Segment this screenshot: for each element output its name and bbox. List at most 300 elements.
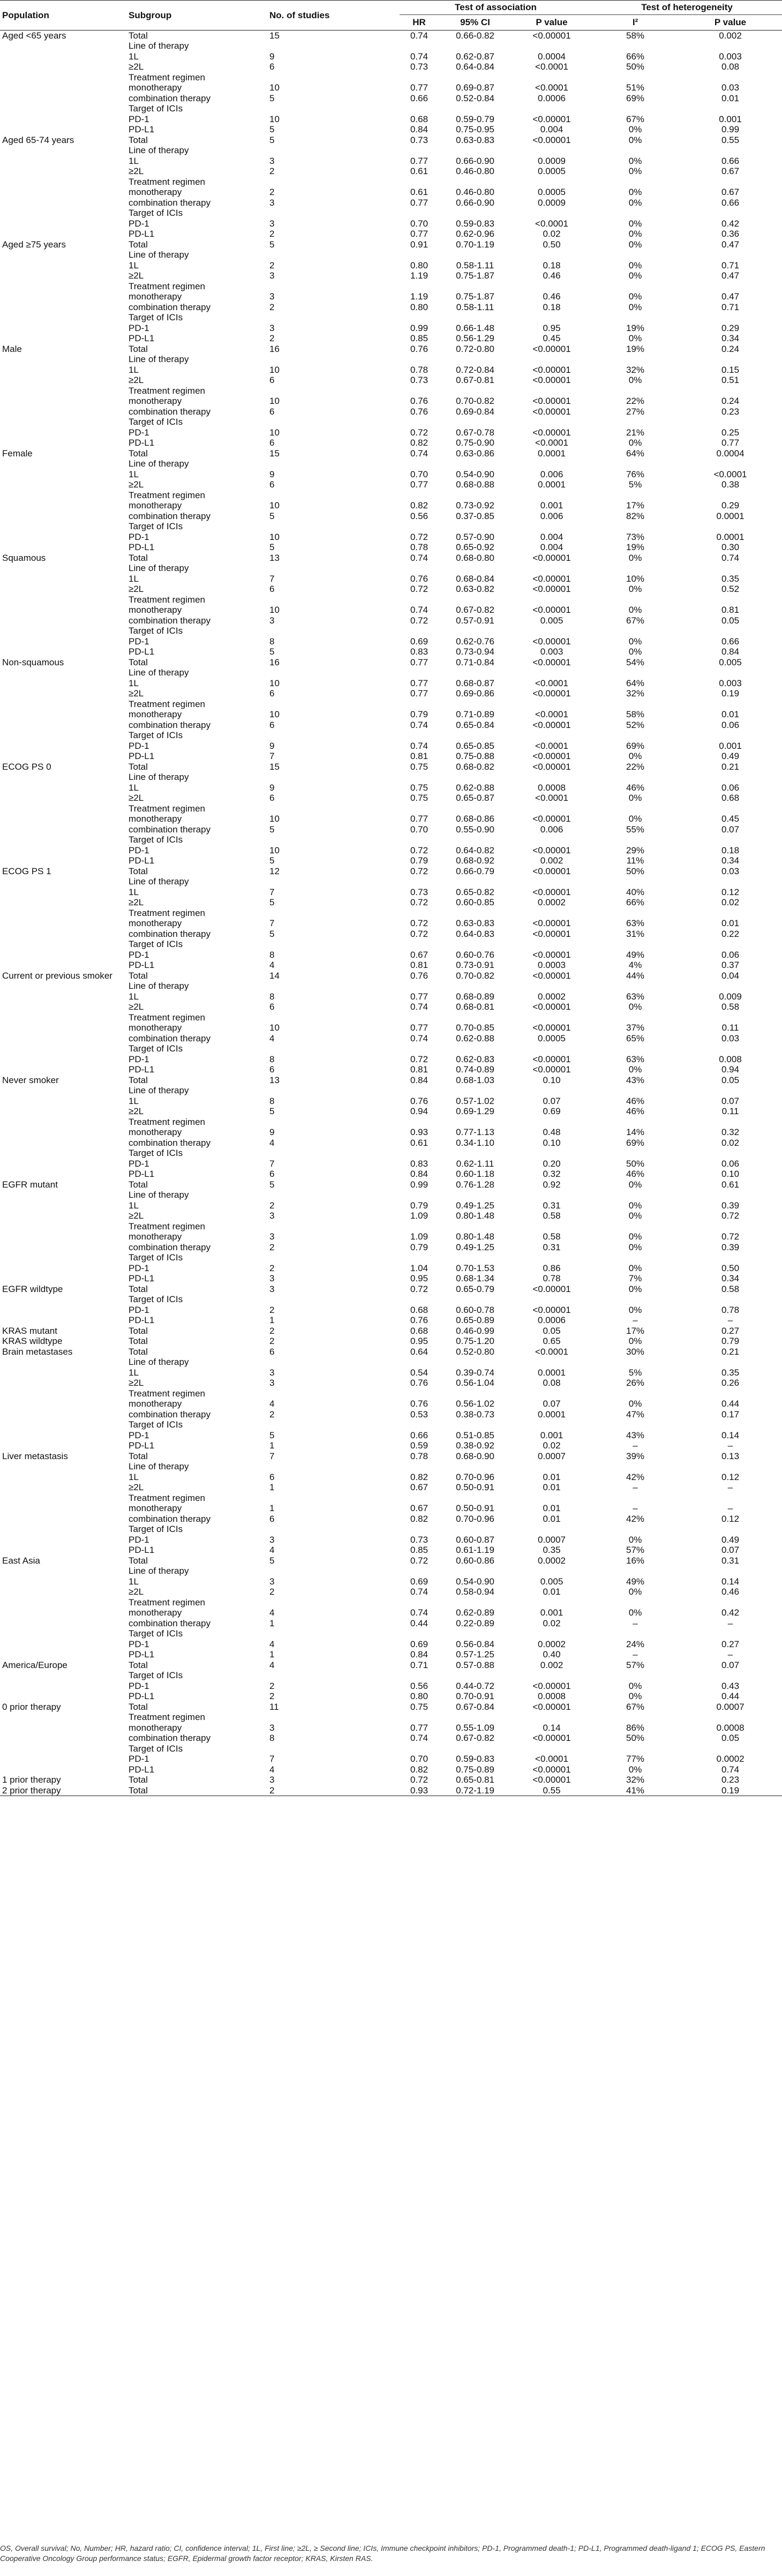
i2-cell: 43% — [626, 1430, 645, 1440]
i2-cell — [592, 1628, 679, 1639]
population-cell — [0, 1545, 126, 1556]
p-het-cell: – — [727, 1649, 733, 1660]
table-row — [0, 229, 782, 239]
subgroup-cell: monotherapy — [129, 605, 182, 615]
i2-cell — [592, 1566, 679, 1576]
population-cell — [0, 1148, 126, 1159]
hr-cell: 0.84 — [410, 1075, 428, 1085]
ci-cell — [439, 1148, 512, 1159]
studies-cell: 3 — [269, 1231, 275, 1242]
ci-cell: 0.75-1.87 — [456, 291, 494, 302]
population-cell — [0, 803, 126, 814]
studies-cell: 10 — [269, 364, 280, 375]
p-assoc-cell: <0.00001 — [532, 751, 571, 762]
subgroup-cell: combination therapy — [129, 510, 211, 521]
studies-cell: 3 — [269, 291, 275, 302]
p-het-cell: 0.71 — [721, 302, 740, 312]
p-het-cell: 0.07 — [721, 1095, 740, 1106]
table-row — [0, 1618, 782, 1629]
p-het-cell: 0.84 — [721, 647, 740, 657]
table-row — [0, 751, 782, 762]
i2-cell: 46% — [626, 1095, 645, 1106]
p-het-cell: 0.26 — [721, 1378, 740, 1388]
p-assoc-cell: <0.00001 — [532, 657, 571, 667]
p-assoc-cell: 0.0007 — [538, 1451, 566, 1461]
subgroup-cell: PD-L1 — [129, 124, 155, 135]
ci-cell: 0.60-0.78 — [456, 1304, 494, 1315]
p-assoc-cell: <0.00001 — [532, 343, 571, 354]
table-row — [0, 1033, 782, 1044]
p-het-cell: 0.12 — [721, 1471, 740, 1482]
hr-cell — [400, 145, 439, 156]
hr-cell — [400, 981, 439, 992]
hr-cell — [400, 1221, 439, 1232]
hr-cell — [400, 1524, 439, 1535]
subgroup-cell: 1L — [129, 991, 139, 1002]
subgroup-cell: Total — [129, 1283, 148, 1294]
subgroup-cell: ≥2L — [129, 584, 144, 595]
ci-cell: 0.62-0.96 — [456, 229, 494, 239]
population-cell — [0, 1754, 126, 1764]
studies-cell: 8 — [269, 636, 275, 647]
table-row — [0, 187, 782, 198]
subgroup-cell: Total — [129, 657, 148, 667]
studies-cell: 7 — [269, 751, 275, 762]
p-assoc-cell: 0.78 — [543, 1273, 561, 1284]
studies-cell — [267, 354, 400, 365]
table-row — [0, 1096, 782, 1107]
studies-cell: 6 — [269, 688, 275, 699]
p-assoc-cell — [512, 281, 592, 292]
header-hr: HR — [412, 17, 426, 27]
studies-cell: 5 — [269, 897, 275, 908]
p-het-cell: 0.52 — [721, 584, 740, 595]
ci-cell: 0.50-0.91 — [456, 1503, 494, 1514]
i2-cell: 47% — [626, 1409, 645, 1420]
studies-cell — [267, 103, 400, 114]
table-row — [0, 1200, 782, 1211]
p-het-cell: 0.001 — [719, 740, 742, 751]
p-het-cell: 0.47 — [721, 271, 740, 281]
hr-cell: 0.84 — [410, 1169, 428, 1180]
hr-cell: 0.67 — [410, 1482, 428, 1493]
ci-cell — [439, 772, 512, 783]
studies-cell: 1 — [269, 1315, 275, 1326]
table-row — [0, 929, 782, 940]
i2-cell — [592, 1493, 679, 1504]
hr-cell: 0.72 — [410, 531, 428, 542]
population-cell — [0, 479, 126, 490]
p-assoc-cell — [512, 1388, 592, 1399]
hr-cell: 0.66 — [410, 1430, 428, 1440]
subgroup-cell: Total — [129, 1325, 148, 1336]
studies-cell — [267, 626, 400, 636]
p-het-cell: 0.42 — [721, 218, 740, 229]
p-assoc-cell — [512, 772, 592, 783]
header-population: Population — [2, 10, 49, 20]
subgroup-cell: PD-L1 — [129, 542, 155, 553]
p-het-cell: 0.0004 — [716, 448, 745, 459]
studies-cell: 1 — [269, 1649, 275, 1660]
p-het-cell: 0.66 — [721, 155, 740, 166]
p-assoc-cell: 0.0007 — [538, 1534, 566, 1545]
i2-cell: 0% — [628, 271, 642, 281]
table-row — [0, 511, 782, 522]
subgroup-cell: 1L — [129, 469, 139, 479]
hr-cell: 0.93 — [410, 1785, 428, 1796]
studies-cell — [267, 521, 400, 532]
hr-cell: 0.94 — [410, 1106, 428, 1117]
ci-cell: 0.62-0.83 — [456, 1054, 494, 1064]
population-cell — [0, 1628, 126, 1639]
subgroup-cell: Line of therapy — [129, 1357, 189, 1368]
hr-cell — [400, 1117, 439, 1128]
ci-cell: 0.80-1.48 — [456, 1231, 494, 1242]
population-cell — [0, 1420, 126, 1430]
ci-cell: 0.59-0.83 — [456, 218, 494, 229]
i2-cell: 49% — [626, 949, 645, 960]
ci-cell — [439, 1252, 512, 1263]
p-het-cell: 0.0008 — [716, 1722, 745, 1733]
subgroup-cell: Target of ICIs — [129, 521, 183, 532]
ci-cell: 0.54-0.90 — [456, 469, 494, 479]
hr-cell: 0.73 — [410, 375, 428, 386]
table-row — [0, 103, 782, 114]
subgroup-cell: Target of ICIs — [129, 312, 183, 323]
hr-cell: 0.69 — [410, 636, 428, 647]
table-row — [0, 1190, 782, 1200]
hr-cell — [400, 1566, 439, 1576]
i2-cell: 69% — [626, 93, 645, 103]
population-cell — [0, 208, 126, 219]
hr-cell — [400, 459, 439, 469]
subgroup-cell: PD-1 — [129, 1158, 149, 1169]
population-cell — [0, 1587, 126, 1597]
i2-cell: 63% — [626, 1054, 645, 1064]
population-cell — [0, 1273, 126, 1284]
ci-cell: 0.63-0.83 — [456, 134, 494, 145]
hr-cell: 0.76 — [410, 396, 428, 407]
p-het-cell: 0.0007 — [716, 1701, 745, 1712]
table-row — [0, 762, 782, 772]
studies-cell: 3 — [269, 615, 275, 626]
table-row — [0, 1336, 782, 1347]
i2-cell — [592, 354, 679, 365]
subgroup-cell: combination therapy — [129, 928, 211, 939]
hr-cell: 0.99 — [410, 1179, 428, 1190]
ci-cell: 0.62-0.76 — [456, 636, 494, 647]
subgroup-cell: ≥2L — [129, 688, 144, 699]
table-row — [0, 918, 782, 929]
hr-cell: 0.81 — [410, 960, 428, 971]
header-row-groups — [0, 1, 782, 15]
table-row — [0, 1159, 782, 1169]
subgroup-cell: Line of therapy — [129, 1566, 189, 1576]
hr-cell: 0.78 — [410, 542, 428, 553]
table-row — [0, 1169, 782, 1180]
ci-cell: 0.70-0.82 — [456, 970, 494, 981]
hr-cell: 0.76 — [410, 406, 428, 417]
hr-cell: 0.67 — [410, 949, 428, 960]
hr-cell: 0.84 — [410, 1649, 428, 1660]
studies-cell — [267, 595, 400, 605]
hr-cell: 1.19 — [410, 271, 428, 281]
p-het-cell: 0.78 — [721, 1304, 740, 1315]
subgroup-cell: 1L — [129, 364, 139, 375]
population-cell — [0, 198, 126, 208]
subgroup-cell: combination therapy — [129, 615, 211, 626]
ci-cell: 0.56-1.04 — [456, 1378, 494, 1388]
population-cell — [0, 939, 126, 950]
p-assoc-cell: 0.01 — [543, 1587, 561, 1597]
table-row — [0, 1775, 782, 1785]
i2-cell — [592, 1461, 679, 1472]
population-cell: Current or previous smoker — [2, 970, 112, 981]
p-assoc-cell — [512, 595, 592, 605]
ci-cell: 0.70-0.96 — [456, 1513, 494, 1524]
ci-cell — [439, 803, 512, 814]
population-cell — [0, 82, 126, 93]
p-het-cell: 0.77 — [721, 438, 740, 448]
p-het-cell: 0.68 — [721, 793, 740, 803]
studies-cell: 2 — [269, 260, 275, 271]
studies-cell: 5 — [269, 824, 275, 835]
i2-cell: 0% — [628, 1283, 642, 1294]
p-het-cell: 0.001 — [719, 114, 742, 124]
studies-cell — [267, 1628, 400, 1639]
i2-cell — [592, 41, 679, 51]
population-cell: 2 prior therapy — [2, 1785, 61, 1796]
i2-cell: 19% — [626, 322, 645, 333]
p-assoc-cell — [512, 312, 592, 323]
i2-cell — [592, 1221, 679, 1232]
population-cell — [0, 250, 126, 260]
table-row — [0, 1482, 782, 1493]
p-assoc-cell — [512, 1043, 592, 1054]
p-het-cell: 0.49 — [721, 1534, 740, 1545]
i2-cell: 65% — [626, 1033, 645, 1043]
table-row — [0, 824, 782, 835]
p-assoc-cell — [512, 72, 592, 83]
i2-cell: 0% — [628, 187, 642, 198]
population-cell — [0, 688, 126, 699]
i2-cell: 30% — [626, 1346, 645, 1357]
hr-cell: 0.79 — [410, 855, 428, 866]
subgroup-cell: PD-1 — [129, 114, 149, 124]
subgroup-cell: 1L — [129, 1095, 139, 1106]
population-cell — [0, 386, 126, 396]
p-het-cell: 0.02 — [721, 897, 740, 908]
table-row — [0, 1608, 782, 1618]
studies-cell: 4 — [269, 1137, 275, 1148]
ci-cell: 0.62-0.88 — [456, 1033, 494, 1043]
p-assoc-cell: <0.00001 — [532, 949, 571, 960]
studies-cell: 5 — [269, 647, 275, 657]
p-assoc-cell — [512, 250, 592, 260]
hr-cell: 0.76 — [410, 1399, 428, 1409]
p-het-cell: 0.61 — [721, 1179, 740, 1190]
hr-cell: 0.72 — [410, 1054, 428, 1064]
p-het-cell: <0.0001 — [713, 469, 747, 479]
p-het-cell: 0.21 — [721, 1346, 740, 1357]
i2-cell: 0% — [628, 197, 642, 208]
p-assoc-cell — [512, 1294, 592, 1305]
p-assoc-cell: 0.0001 — [538, 448, 566, 459]
table-row — [0, 1764, 782, 1775]
i2-cell: 0% — [628, 1211, 642, 1221]
table-row — [0, 156, 782, 167]
table-row — [0, 469, 782, 480]
i2-cell — [592, 876, 679, 887]
subgroup-cell: Total — [129, 1346, 148, 1357]
studies-cell: 1 — [269, 1440, 275, 1451]
population-cell — [0, 1535, 126, 1545]
p-assoc-cell — [512, 1566, 592, 1576]
hr-cell: 0.72 — [410, 427, 428, 438]
studies-cell — [267, 177, 400, 187]
p-het-cell — [679, 521, 782, 532]
p-assoc-cell: 0.001 — [540, 500, 563, 511]
table-row — [0, 1451, 782, 1462]
p-het-cell: 0.42 — [721, 1608, 740, 1618]
table-row — [0, 1587, 782, 1597]
subgroup-cell: Total — [129, 1555, 148, 1566]
i2-cell — [592, 1420, 679, 1430]
hr-cell: 0.74 — [410, 740, 428, 751]
population-cell — [0, 1190, 126, 1200]
ci-cell — [439, 1597, 512, 1608]
hr-cell: 0.74 — [410, 719, 428, 730]
p-assoc-cell: 0.005 — [540, 615, 563, 626]
subgroup-cell: Line of therapy — [129, 1461, 189, 1472]
i2-cell — [592, 1012, 679, 1023]
subgroup-cell: PD-L1 — [129, 1691, 155, 1702]
p-assoc-cell: 0.004 — [540, 531, 563, 542]
p-het-cell: 0.71 — [721, 260, 740, 271]
i2-cell: 17% — [626, 1325, 645, 1336]
p-het-cell: 0.08 — [721, 62, 740, 72]
subgroup-cell: PD-1 — [129, 1754, 149, 1764]
studies-cell — [267, 730, 400, 741]
i2-cell: 67% — [626, 114, 645, 124]
ci-cell: 0.49-1.25 — [456, 1200, 494, 1211]
i2-cell: 16% — [626, 1555, 645, 1566]
population-cell — [0, 950, 126, 960]
subgroup-cell: Total — [129, 343, 148, 354]
population-cell — [0, 793, 126, 803]
population-cell — [0, 929, 126, 940]
population-cell — [0, 1211, 126, 1221]
population-cell — [0, 741, 126, 752]
studies-cell: 2 — [269, 166, 275, 177]
hr-cell: 0.95 — [410, 1273, 428, 1284]
i2-cell: 73% — [626, 531, 645, 542]
population-cell — [0, 720, 126, 731]
i2-cell: 0% — [628, 1231, 642, 1242]
subgroup-cell: Total — [129, 1775, 148, 1785]
studies-cell: 6 — [269, 793, 275, 803]
hr-cell — [400, 1744, 439, 1754]
studies-cell — [267, 1085, 400, 1096]
population-cell — [0, 876, 126, 887]
p-het-cell — [679, 1388, 782, 1399]
i2-cell: 19% — [626, 542, 645, 553]
i2-cell: 0% — [628, 229, 642, 239]
hr-cell — [400, 1357, 439, 1368]
p-assoc-cell — [512, 1670, 592, 1681]
studies-cell: 3 — [269, 1283, 275, 1294]
population-cell — [0, 532, 126, 543]
p-assoc-cell: 0.0008 — [538, 782, 566, 793]
ci-cell: 0.34-1.10 — [456, 1137, 494, 1148]
hr-cell: 0.74 — [410, 1608, 428, 1618]
p-het-cell: 0.11 — [721, 1106, 739, 1117]
hr-cell: 0.72 — [410, 845, 428, 855]
table-row — [0, 177, 782, 187]
ci-cell: 0.37-0.85 — [456, 510, 494, 521]
subgroup-cell: PD-L1 — [129, 1064, 155, 1075]
p-het-cell — [679, 41, 782, 51]
studies-cell: 8 — [269, 1733, 275, 1744]
table-row — [0, 595, 782, 605]
i2-cell — [592, 1388, 679, 1399]
subgroup-cell: Target of ICIs — [129, 626, 183, 636]
p-het-cell: 0.01 — [721, 918, 740, 929]
table-row — [0, 636, 782, 647]
hr-cell: 0.77 — [410, 82, 428, 93]
i2-cell: 49% — [626, 1576, 645, 1587]
p-assoc-cell — [512, 103, 592, 114]
hr-cell: 0.82 — [410, 1471, 428, 1482]
p-assoc-cell: 0.92 — [543, 1179, 561, 1190]
subgroup-cell: monotherapy — [129, 291, 182, 302]
studies-cell: 15 — [269, 448, 280, 459]
population-cell — [0, 855, 126, 866]
table-row — [0, 939, 782, 950]
i2-cell: 0% — [628, 1608, 642, 1618]
table-row — [0, 971, 782, 981]
table-row — [0, 333, 782, 344]
subgroup-cell: monotherapy — [129, 396, 182, 407]
population-cell — [0, 375, 126, 386]
p-het-cell: 0.32 — [721, 1127, 740, 1138]
p-het-cell: 0.03 — [721, 866, 740, 876]
p-het-cell: 0.04 — [721, 970, 740, 981]
table-row — [0, 1503, 782, 1514]
table-row — [0, 1691, 782, 1702]
subgroup-cell: Line of therapy — [129, 1085, 189, 1096]
table-row — [0, 135, 782, 146]
ci-cell: 0.62-0.89 — [456, 1608, 494, 1618]
ci-cell: 0.52-0.84 — [456, 93, 494, 103]
hr-cell — [400, 41, 439, 51]
studies-cell: 12 — [269, 866, 280, 876]
i2-cell: 31% — [626, 928, 645, 939]
population-cell — [0, 427, 126, 438]
table-row — [0, 1242, 782, 1253]
p-assoc-cell: <0.00001 — [532, 928, 571, 939]
i2-cell — [592, 521, 679, 532]
subgroup-cell: PD-1 — [129, 1534, 149, 1545]
population-cell — [0, 918, 126, 929]
studies-cell: 7 — [269, 573, 275, 584]
table-row — [0, 1733, 782, 1744]
i2-cell: 0% — [628, 1399, 642, 1409]
table-row — [0, 1023, 782, 1033]
p-assoc-cell — [512, 1420, 592, 1430]
p-assoc-cell: 0.65 — [543, 1336, 561, 1347]
subgroup-cell: Total — [129, 134, 148, 145]
